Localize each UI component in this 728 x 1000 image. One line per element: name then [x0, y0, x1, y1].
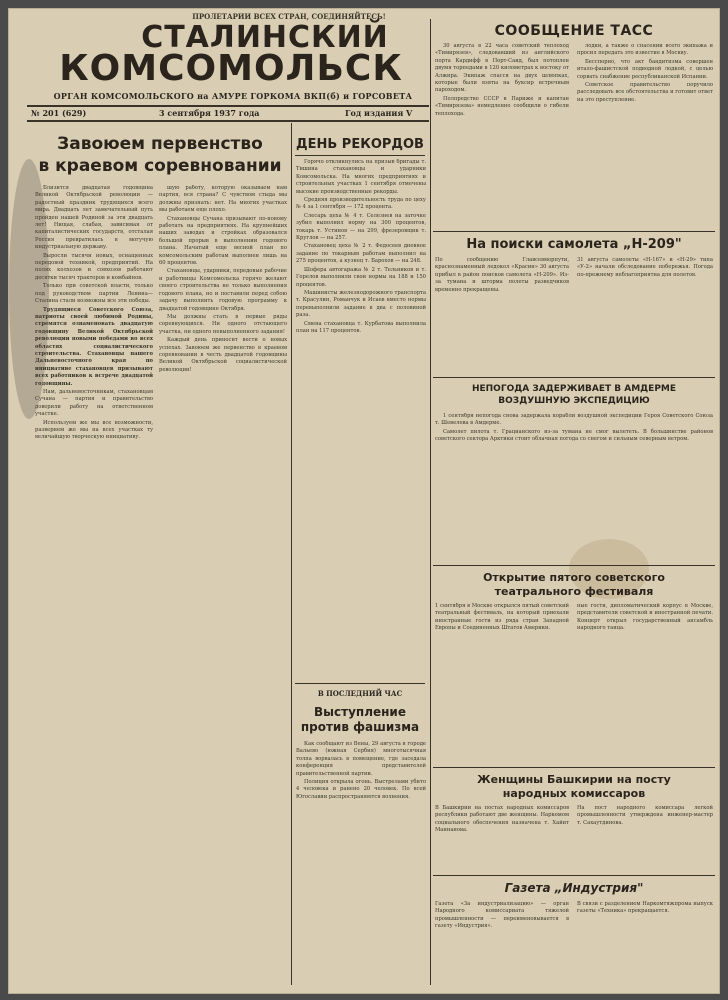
tass-column-1: 30 августа в 22 часа советский теплоход «Тимирязев», следовавший из английского порта Кардифф в Порт-Саид, был потоплен двумя торпедами в 120 километрах к востоку от Алжира. Экипаж спасся на двух шлюпках, которые были взяты на буксир встречным пароходом. Полпредство СССР в Париже и капитан «Тимирязева» немедленно сообщили о гибели теплохода. — [435, 43, 569, 117]
masthead-title-line2: КОМСОМОЛЬСК — [59, 48, 403, 89]
bashkir-rule — [433, 875, 715, 876]
masthead-rule — [27, 105, 429, 107]
weather-headline: НЕПОГОДА ЗАДЕРЖИВАЕТ В АМДЕРМЕ ВОЗДУШНУЮ ЭКСПЕДИЦИЮ — [471, 384, 677, 406]
festival-rule — [433, 767, 715, 768]
masthead-subtitle: ОРГАН КОМСОМОЛЬСКОГО на АМУРЕ ГОРКОМА ВКП(б) и ГОРСОВЕТА — [53, 91, 413, 101]
bashkir-column-1: В Башкирии на постах народных комиссаров республики работают две женщины. Наркомом социального обеспечения назначена т. Хайит Маннанова. — [435, 805, 569, 834]
column-divider — [430, 19, 431, 985]
records-bottom-rule — [295, 683, 425, 684]
plane-headline: На поиски самолета „Н-209" — [466, 237, 682, 252]
column-divider — [291, 123, 292, 985]
industry-column-1: Газета «За индустриализацию» — орган Народного комиссариата тяжелой промышленности — переименовывается в газету «Индустрия». — [435, 901, 569, 930]
tass-column-2: лодки, а также о спасении всего экипажа и просил передать это известие в Москву. Бесспорно, что акт бандитизма совершен итало-фашистской подводной лодкой, с целью сорвать снабжение республиканской Испании. Советское правительство поручило расследовать все обстоятельства и готовит ответ на это преступление. — [577, 43, 713, 103]
records-rule — [295, 155, 425, 156]
festival-column-1: 1 сентября в Москве открылся пятый советский театральный фестиваль, на который приехали иностранные гости из ряда стран Западной Европы и Соединенных Штатов Америки. — [435, 603, 569, 632]
masthead-rule-bottom — [27, 120, 429, 122]
editorial-headline: Завоюем первенство в краевом соревновании — [38, 134, 282, 176]
plane-column-2: 31 августа самолеты «Н-167» и «Н-29» типа «У-2» начали обследование побережья. Погода по-прежнему неблагоприятна для полетов. — [577, 257, 713, 278]
masthead-title-line1: СТАЛИНСКИЙ — [141, 20, 389, 55]
bashkir-headline: Женщины Башкирии на посту народных комиссаров — [477, 773, 671, 800]
editorial-column-1: Близится двадцатая годовщина Великой Октябрьской революции — радостный праздник трудящихся всего мира. Двадцать лет замечательный путь пройден нашей Родиной за эти двадцать лет! Нищая, слабая, зависимая от капиталистических государств, отсталая Россия превратилась в могучую индустриальную державу. Выросли тысячи новых, оснащенных передовой техникой, предприятий. На полях колхозов и совхозов работают десятки тысяч тракторов и комбайнов. Только при советской власти, только под руководством партии Ленина—Сталина стали возможны все эти победы. Трудящиеся Советского Союза, патриоты своей любимой Родины, стремятся ознаменовать двадцатую годовщину Великой Октябрьской революции новыми победами во всех областях социалистического строительства. Стахановцы нашего Дальневосточного края по инициативе стахановцев призывают всех работников к встрече двадцатой годовщины. Нам, дальневосточникам, стахановцам Сучана — партия и правительство доверили работу на ответственном участке. Используем же мы все возможности, развернем же мы на всех участках ту величайшую творческую инициативу. — [35, 185, 153, 441]
issue-date: 3 сентября 1937 года — [159, 108, 260, 118]
tass-rule — [433, 231, 715, 232]
tass-headline: СООБЩЕНИЕ ТАСС — [494, 23, 654, 39]
issue-year: Год издания V — [345, 108, 413, 118]
festival-column-2: ные гости, дипломатический корпус в Москве, представители советской и иностранной печати. Концерт открыл государственный ансамбль народного танца. — [577, 603, 713, 632]
industry-headline: Газета „Индустрия" — [504, 881, 644, 895]
weather-body: 1 сентября непогода снова задержала корабли воздушной экспедиции Героя Советского Союза т. Шевелева в Амдерме. Самолет пилота т. Грацианского из-за тумана не смог вылететь. В большинстве районов советского сектора Арктики стоит облачная погода со снегом и сильным северным ветром. — [435, 413, 713, 443]
fascism-body: Как сообщают из Вены, 29 августа в городе Вальево (южная Сербия) многотысячная толпа ворвалась в помещение, где заседала конференция представителей правительственной партии. Полиция открыла огонь. Выстрелами убито 4 человека и ранено 20 человек. По всей Югославии распространяются волнения. — [296, 741, 426, 800]
records-body: Горячо откликнулись на призыв бригады т. Тишина стахановцы и ударники Комсомольска. На многих предприятиях и строительных участках 1 сентября отмечены высокие производственные рекорды. Средняя производительность труда по цеху № 4 за 1 сентября — 172 процента. Слесарь цеха № 4 т. Селезнев на заточке зубил выполнил норму на 300 процентов, токарь т. Устинов — на 299, фрезеровщик т. Круглов — на 257. Стахановец цеха № 2 т. Федосеев дневное задание по токарным работам выполнил на 275 процентов, а кузнец т. Барохов — на 248. Шофера автогаража № 2 т. Тельников и т. Горелов выполнили свои нормы на 188 и 150 процентов. Машинисты железнодорожного транспорта т. Красулин, Романчук и Исаев вместо нормы перевыполнили задание в два с половиной раза. Смена стахановца т. Курбатова выполнила план на 117 процентов. — [296, 159, 426, 334]
issue-number: № 201 (629) — [31, 108, 87, 118]
fascism-headline: Выступление против фашизма — [300, 705, 420, 734]
editorial-column-2: шую работу, которую оказываем нам партия, вся страна? С чувством стыда мы должны признать: нет. На многих участках мы работаем еще плохо. Стахановцы Сучана призывают по-новому работать на предприятиях. На крупнейших наших заводах и стройках образовался большой прорыв в выполнении годового плана. Начатый еще весной план по комсомольским работам выполнен лишь на 60 процентов. Стахановцы, ударники, передовые рабочие и работницы Комсомольска горячо желают своего строительства не только выполнения годового плана, но и поставили перед собою задачу выполнить годовую программу к двадцатой годовщине Октября. Мы должны стать в первые ряды соревнующихся. Ни одного отстающего участка, ни одного невыполненного задания! Каждый день приносит вести о новых успехах. Завоюем же первенство в краевом соревновании в честь двадцатой годовщины Великой Октябрьской социалистической революции! — [159, 185, 287, 373]
latest-hour-label: В ПОСЛЕДНИЙ ЧАС — [317, 689, 403, 698]
slogan: ПРОЛЕТАРИИ ВСЕХ СТРАН, СОЕДИНЯЙТЕСЬ! — [192, 12, 386, 21]
plane-rule — [433, 377, 715, 378]
weather-rule — [433, 565, 715, 566]
festival-headline: Открытие пятого советского театрального фестиваля — [483, 571, 665, 598]
industry-column-2: В связи с разделением Наркомтяжпрома выпуск газеты «Техника» прекращается. — [577, 901, 713, 915]
bashkir-column-2: На пост народного комиссара легкой промышленности утверждена инженер-мастер т. Сахаутдинова. — [577, 805, 713, 826]
records-headline: ДЕНЬ РЕКОРДОВ — [296, 137, 424, 152]
newspaper-page — [8, 8, 720, 994]
plane-column-1: По сообщению Главсевморпути, краснознаменный ледокол «Красин» 30 августа прибыл в район поисков самолета «Н-209». Из-за тумана и шторма полеты разведчиков временно прекращены. — [435, 257, 569, 293]
